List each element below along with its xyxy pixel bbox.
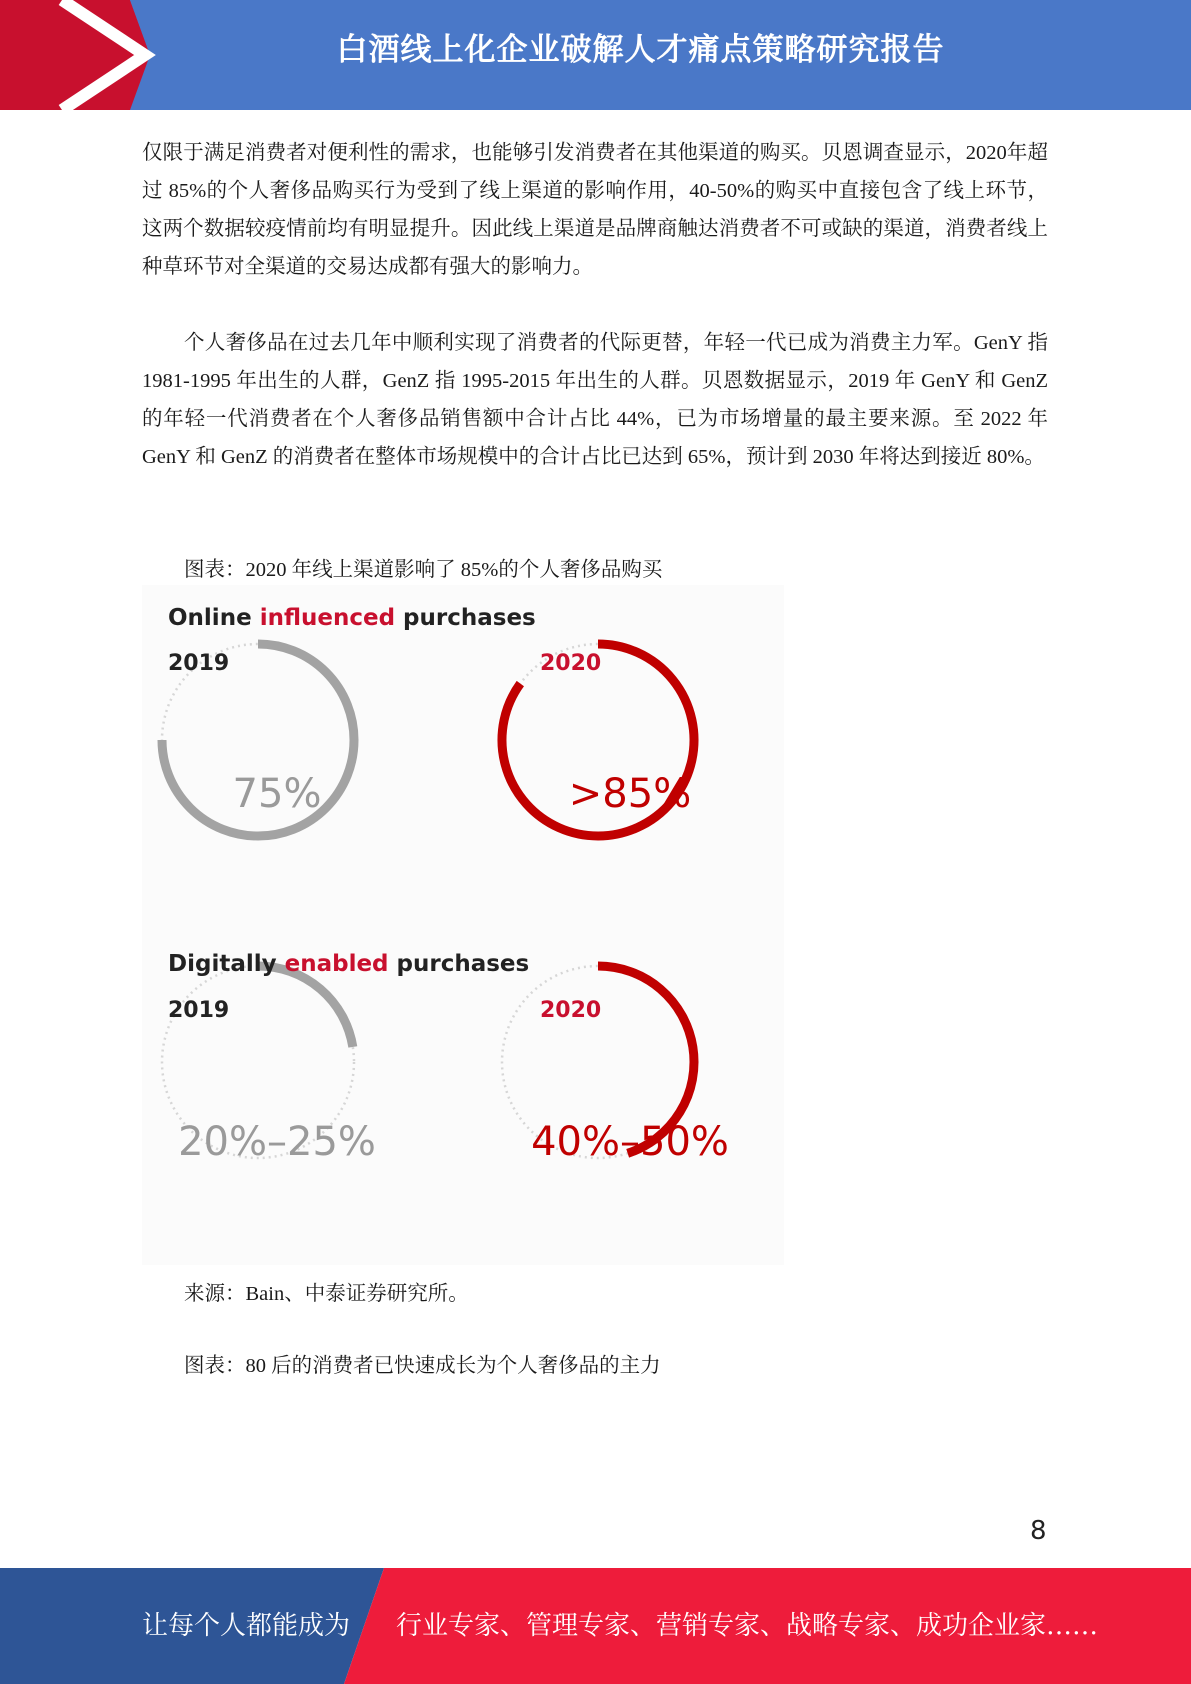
body-paragraph-1: 仅限于满足消费者对便利性的需求，也能够引发消费者在其他渠道的购买。贝恩调查显示，2020年超过 85%的个人奢侈品购买行为受到了线上渠道的影响作用，40-50%的购买中直接包含了线上环节，这两个数据较疫情前均有明显提升。因此线上渠道是品牌商触达消费者不可或缺的渠道，消费者线上种草环节对全渠道的交易达成都有强大的影响力。 (142, 142, 1048, 278)
footer-slogan-right: 行业专家、管理专家、营销专家、战略专家、成功企业家…… (396, 1611, 1099, 1641)
page-footer (0, 1568, 1191, 1684)
page-header (0, 0, 1191, 110)
year-label-2019-digital: 2019 (168, 998, 230, 1023)
online-influenced-title: Online influenced purchases (168, 605, 536, 631)
figure-caption-1: 图表：2020 年线上渠道影响了 85%的个人奢侈品购买 (184, 559, 663, 581)
value-label-2020-online: >85% (568, 771, 692, 817)
purchases-infographic (142, 585, 784, 1265)
page-number: 8 (1030, 1516, 1047, 1546)
digitally-enabled-title: Digitally enabled purchases (168, 951, 530, 977)
donut-arc-2019-digital (258, 966, 353, 1047)
year-label-2019-online: 2019 (168, 651, 230, 676)
figure-source: 来源：Bain、中泰证券研究所。 (184, 1283, 469, 1305)
value-label-2019-digital: 20%–25% (178, 1119, 376, 1165)
value-label-2020-digital: 40%–50% (531, 1119, 729, 1165)
footer-slogan-left: 让每个人都能成为 (142, 1611, 351, 1641)
year-label-2020-online: 2020 (540, 651, 602, 676)
body-paragraph-2: 个人奢侈品在过去几年中顺利实现了消费者的代际更替，年轻一代已成为消费主力军。GenY 指 1981-1995 年出生的人群，GenZ 指 1995-2015 年出生的人群。贝恩数据显示，2019 年 GenY 和 GenZ 的年轻一代消费者在个人奢侈品销售额中合计占比 44%，已为市场增量的最主要来源。至 2022 年 GenY 和 GenZ 的消费者在整体市场规模中的合计占比已达到 65%，预计到 2030 年将达到接近 80%。 (142, 332, 1048, 468)
year-label-2020-digital: 2020 (540, 998, 602, 1023)
report-title: 白酒线上化企业破解人才痛点策略研究报告 (336, 32, 945, 68)
figure-caption-2: 图表：80 后的消费者已快速成长为个人奢侈品的主力 (184, 1355, 661, 1377)
value-label-2019-online: 75% (232, 771, 322, 817)
